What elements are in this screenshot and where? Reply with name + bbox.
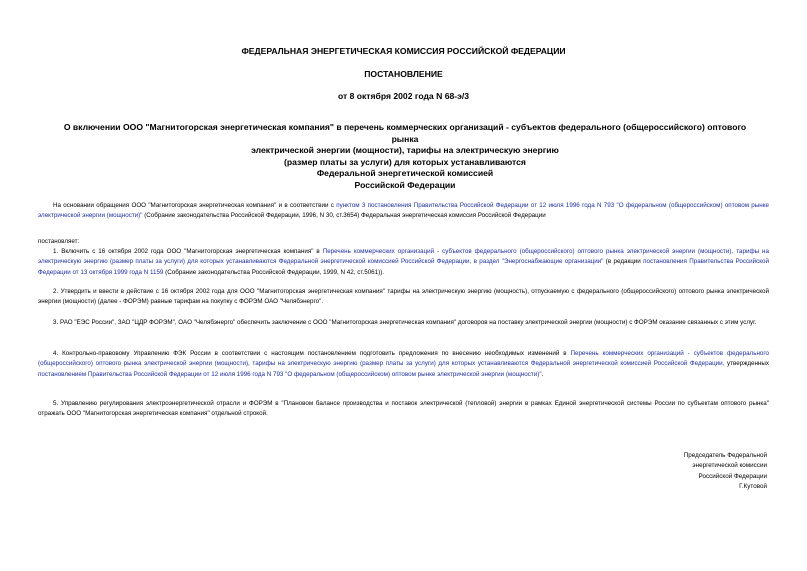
signatory-name: Г.Кутовой bbox=[739, 483, 767, 491]
preamble-text: (Собрание законодательства Российской Федерации, 1996, N 30, ст.3654) Федеральная энергетическая комиссия Российской Федерации bbox=[142, 212, 546, 220]
agency-name: ФЕДЕРАЛЬНАЯ ЭНЕРГЕТИЧЕСКАЯ КОМИССИЯ РОССИЙСКОЙ ФЕДЕРАЦИИ bbox=[241, 46, 566, 56]
paragraph-2: 2. Утвердить и ввести в действие с 16 октября 2002 года для ООО "Магнитогорская энергетическая компания" тарифы на электрическую энергию (мощность), отпускаемую с федерального (общероссийского) оптового рынка электрической энергии (мощности) (далее - ФОРЭМ) равные тарифам на покупку с ФОРЭМ ОАО "Челябэнерго". bbox=[38, 288, 769, 306]
document-type: ПОСТАНОВЛЕНИЕ bbox=[364, 69, 443, 79]
title-line: Российской Федерации bbox=[354, 179, 456, 190]
signature-title: Российской Федерации bbox=[698, 472, 767, 480]
title-line: (размер платы за услуги) для которых устанавливаются bbox=[284, 156, 526, 167]
paragraph-4-text: . bbox=[541, 370, 544, 378]
paragraph-4-text: утвержденных bbox=[724, 360, 770, 368]
paragraph-4-text: 4. Контрольно-правовому Управлению ФЭК России в соответствии с настоящим постановлением подготовить предложения по внесению необходимых изменений в bbox=[53, 350, 571, 357]
preamble-text: На основании обращения ООО "Магнитогорская энергетическая компания" и в соответствии с bbox=[53, 202, 337, 209]
date-number: от 8 октября 2002 года N 68-э/3 bbox=[337, 91, 470, 101]
preamble-link[interactable]: пунктом 3 постановления Правительства Российской Федерации от 12 июля 1996 года N 793 "О федеральном (общероссийском) оптовом рынке электрической энергии (мощности)" bbox=[38, 202, 769, 220]
perechen-link[interactable]: Перечень коммерческих организаций - субъектов федерального (общероссийского) оптового рынка электрической энергии (мощности), тарифы на электрическую энергию (размер платы за услуги) для которых устанавливаются Федеральной энергетической комиссией Российской Федерации, в раздел "Энергоснабжающие организации" bbox=[38, 248, 769, 266]
postanovlenie-793-link[interactable]: постановлением Правительства Российской Федерации от 12 июля 1996 года N 793 "О федеральном (общероссийском) оптовом рынке электрической энергии (мощности)" bbox=[38, 370, 542, 378]
paragraph-1-text: (в редакции bbox=[603, 258, 644, 266]
title-line: О включении ООО "Магнитогорская энергетическая компания" в перечень коммерческих организаций - субъектов федерального (общероссийского) оптового bbox=[63, 122, 747, 132]
paragraph-5: 5. Управлению регулирования электроэнергетической отрасли и ФОРЭМ в "Плановом балансе производства и поставок электрической (тепловой) энергии в рамках Единой энергетической системы России по субъектам оптового рынка" отражать ООО "Магнитогорская энергетическая компания" отдельной строкой. bbox=[38, 400, 769, 418]
preamble-paragraph bbox=[38, 201, 769, 222]
paragraph-3: 3. РАО "ЕЭС России", ЗАО "ЦДР ФОРЭМ", ОАО "Челябэнерго" обеспечить заключение с ООО "Магнитогорская энергетическая компания" договоров на поставку электрической энергии (мощности) с ФОРЭМ оказание связанных с этим услуг. bbox=[53, 319, 757, 326]
resolves-label: постановляет: bbox=[38, 238, 80, 245]
document-title bbox=[40, 122, 770, 191]
perechen-link[interactable]: Перечень коммерческих организаций - субъектов федерального (общероссийского) оптового рынка электрической энергии (мощности), тарифы на электрическую энергию (размер платы за услуги) для которых устанавливаются Федеральной энергетической комиссией Российской Федерации, bbox=[38, 350, 769, 368]
paragraph-1-text: (Собрание законодательства Российской Федерации, 1999, N 42, ст.5061)). bbox=[163, 268, 385, 276]
paragraph-4 bbox=[38, 349, 769, 380]
signature-block bbox=[684, 451, 767, 493]
signature-title: Председатель Федеральной bbox=[683, 452, 767, 459]
title-line: Федеральной энергетической комиссией bbox=[316, 168, 494, 178]
postanovlenie-1159-link[interactable]: постановления Правительства Российской Федерации от 13 октября 1999 года N 1159 bbox=[38, 258, 769, 276]
title-line: электрической энергии (мощности), тарифы на электрическую энергию bbox=[251, 145, 559, 155]
title-line: рынка bbox=[391, 133, 419, 144]
paragraph-1 bbox=[38, 247, 769, 278]
paragraph-1-text: 1. Включить с 16 октября 2002 года ООО "Магнитогорская энергетическая компания" в bbox=[53, 248, 323, 255]
signature-title: энергетической комиссии bbox=[692, 462, 767, 470]
